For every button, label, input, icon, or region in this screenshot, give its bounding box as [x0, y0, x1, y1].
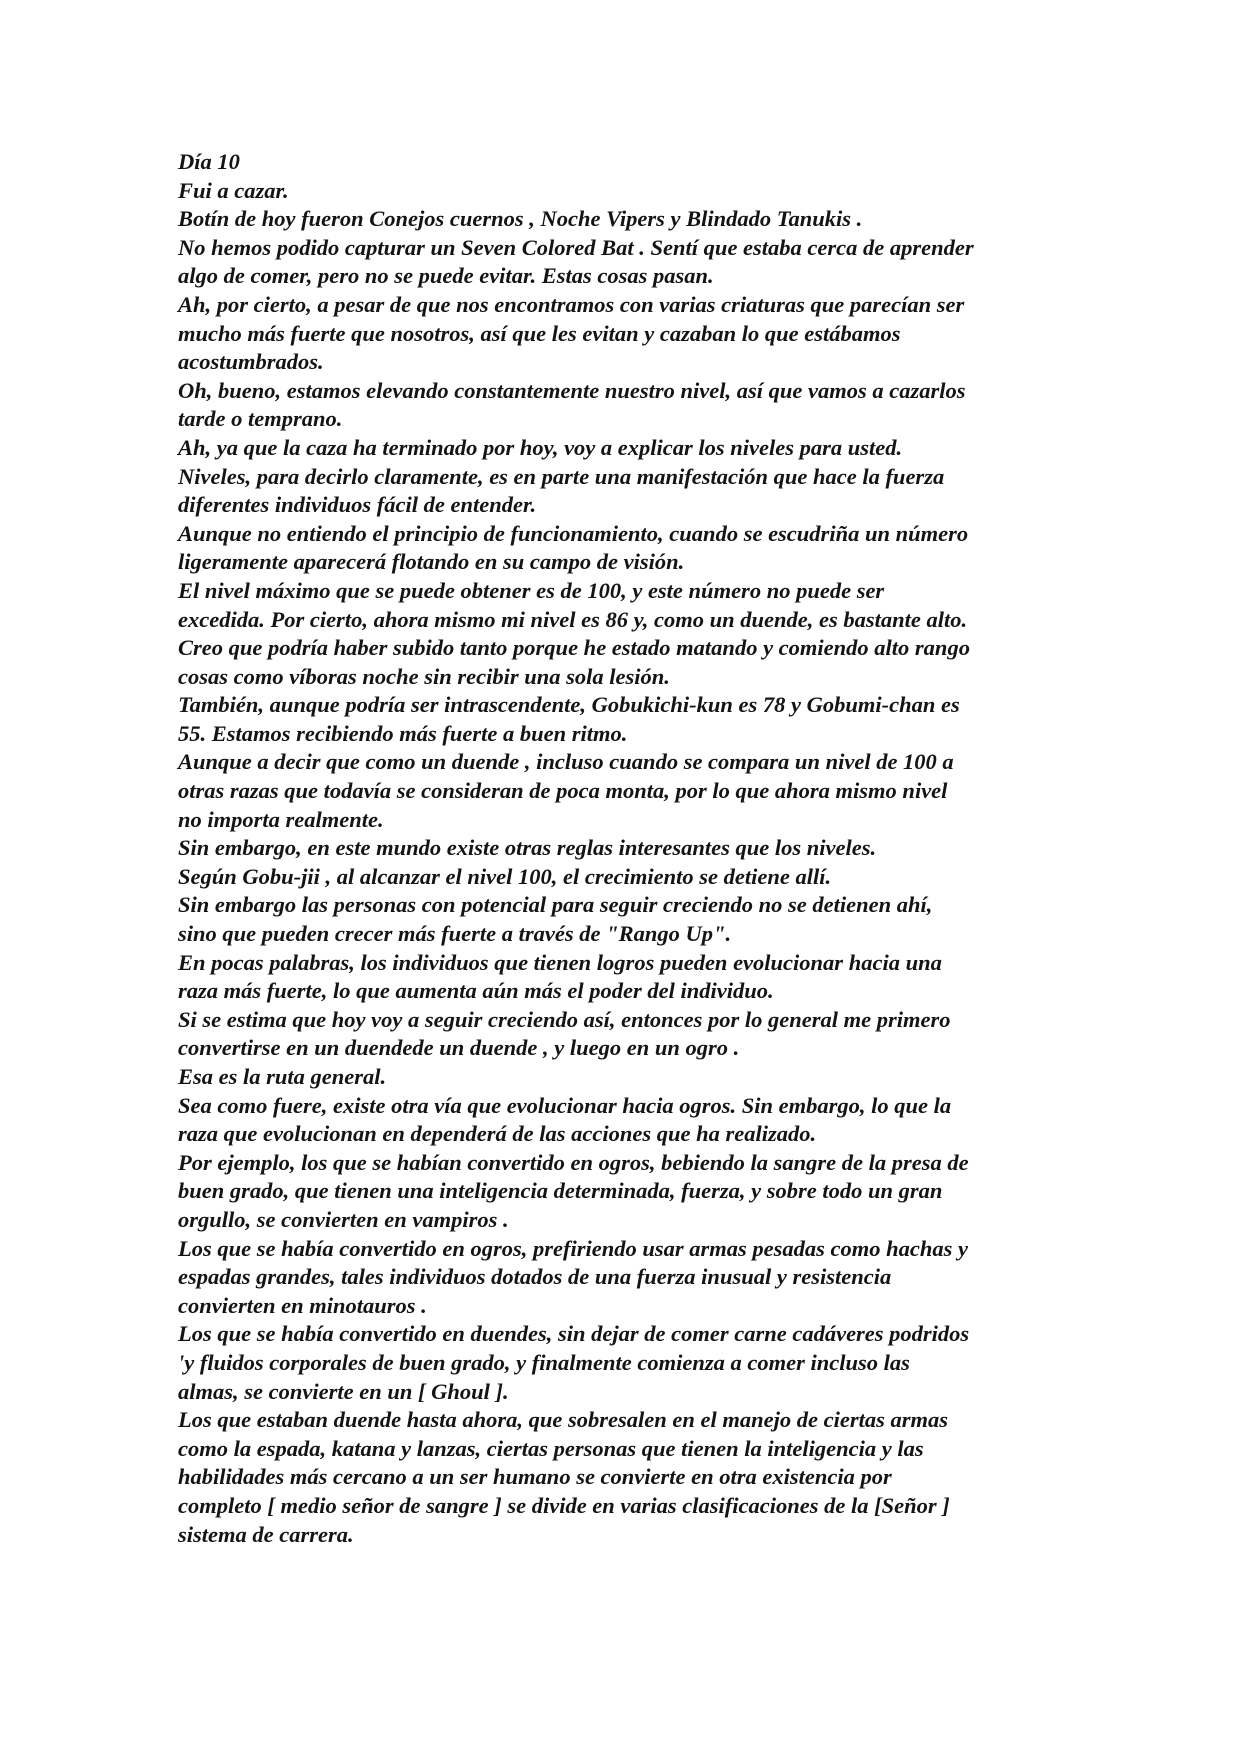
text-line: Ah, por cierto, a pesar de que nos encontramos con varias criaturas que parecían ser	[178, 291, 965, 317]
text-line: cosas como víboras noche sin recibir una sola lesión.	[178, 663, 670, 689]
text-line: Según Gobu-jii , al alcanzar el nivel 100, el crecimiento se detiene allí.	[178, 863, 832, 889]
text-line: buen grado, que tienen una inteligencia determinada, fuerza, y sobre todo un gran	[178, 1178, 943, 1204]
document-body	[178, 148, 1118, 1549]
text-line: habilidades más cercano a un ser humano se convierte en otra existencia por	[178, 1464, 892, 1490]
text-line: Los que se había convertido en ogros, prefiriendo usar armas pesadas como hachas y	[178, 1235, 969, 1261]
text-line: No hemos podido capturar un Seven Colored Bat . Sentí que estaba cerca de aprender	[178, 234, 974, 260]
text-line: Fui a cazar.	[178, 177, 289, 203]
text-line: Oh, bueno, estamos elevando constantemente nuestro nivel, así que vamos a cazarlos	[178, 377, 966, 403]
text-line: Por ejemplo, los que se habían convertido en ogros, bebiendo la sangre de la presa de	[178, 1149, 969, 1175]
text-line: algo de comer, pero no se puede evitar. Estas cosas pasan.	[178, 263, 714, 289]
text-line: Botín de hoy fueron Conejos cuernos , Noche Vipers y Blindado Tanukis .	[178, 206, 863, 232]
text-line: acostumbrados.	[178, 349, 324, 375]
text-line: También, aunque podría ser intrascendente, Gobukichi-kun es 78 y Gobumi-chan es	[178, 692, 960, 718]
text-line: raza más fuerte, lo que aumenta aún más el poder del individuo.	[178, 978, 774, 1004]
text-line: Esa es la ruta general.	[178, 1064, 387, 1089]
text-line: 55. Estamos recibiendo más fuerte a buen ritmo.	[178, 720, 628, 746]
text-line: ligeramente aparecerá flotando en su campo de visión.	[178, 549, 685, 575]
text-line: sino que pueden crecer más fuerte a través de "Rango Up".	[178, 921, 732, 947]
text-line: raza que evolucionan en dependerá de las acciones que ha realizado.	[178, 1121, 817, 1147]
text-line: En pocas palabras, los individuos que tienen logros pueden evolucionar hacia una	[178, 949, 942, 975]
text-line: Creo que podría haber subido tanto porque he estado matando y comiendo alto rango	[178, 635, 970, 661]
text-line: Sin embargo las personas con potencial para seguir creciendo no se detienen ahí,	[178, 892, 933, 918]
text-line: no importa realmente.	[178, 806, 384, 832]
text-line: Sea como fuere, existe otra vía que evolucionar hacia ogros. Sin embargo, lo que la	[178, 1092, 952, 1118]
text-line: convierten en minotauros .	[178, 1292, 427, 1318]
text-line: Los que se había convertido en duendes, sin dejar de comer carne cadáveres podridos	[178, 1321, 970, 1347]
text-line: El nivel máximo que se puede obtener es de 100, y este número no puede ser	[178, 577, 885, 603]
day-heading: Día 10	[178, 149, 240, 174]
text-line: diferentes individuos fácil de entender.	[178, 492, 537, 518]
text-line: convertirse en un duendede un duende , y luego en un ogro .	[178, 1035, 740, 1061]
text-line: espadas grandes, tales individuos dotados de una fuerza inusual y resistencia	[178, 1264, 892, 1290]
text-line: Sin embargo, en este mundo existe otras reglas interesantes que los niveles.	[178, 835, 877, 861]
text-line: 'y fluidos corporales de buen grado, y finalmente comienza a comer incluso las	[178, 1349, 910, 1375]
text-line: almas, se convierte en un [ Ghoul ].	[178, 1378, 509, 1404]
text-line: como la espada, katana y lanzas, ciertas personas que tienen la inteligencia y las	[178, 1435, 924, 1461]
text-line: completo [ medio señor de sangre ] se divide en varias clasificaciones de la [Señor ]	[178, 1492, 950, 1518]
text-line: Ah, ya que la caza ha terminado por hoy, voy a explicar los niveles para usted.	[178, 434, 903, 460]
text-line: Aunque no entiendo el principio de funcionamiento, cuando se escudriña un número	[178, 520, 969, 546]
text-line: sistema de carrera.	[178, 1521, 354, 1547]
text-line: excedida. Por cierto, ahora mismo mi nivel es 86 y, como un duende, es bastante alto.	[178, 606, 968, 632]
text-line: Niveles, para decirlo claramente, es en parte una manifestación que hace la fuerza	[178, 463, 945, 489]
text-line: tarde o temprano.	[178, 406, 343, 432]
text-line: Los que estaban duende hasta ahora, que sobresalen en el manejo de ciertas armas	[178, 1407, 949, 1433]
text-line: Si se estima que hoy voy a seguir creciendo así, entonces por lo general me primero	[178, 1006, 951, 1032]
text-line: orgullo, se convierten en vampiros .	[178, 1206, 509, 1232]
text-line: mucho más fuerte que nosotros, así que les evitan y cazaban lo que estábamos	[178, 320, 901, 346]
text-line: otras razas que todavía se consideran de poca monta, por lo que ahora mismo nivel	[178, 778, 948, 804]
text-line: Aunque a decir que como un duende , incluso cuando se compara un nivel de 100 a	[178, 749, 954, 775]
